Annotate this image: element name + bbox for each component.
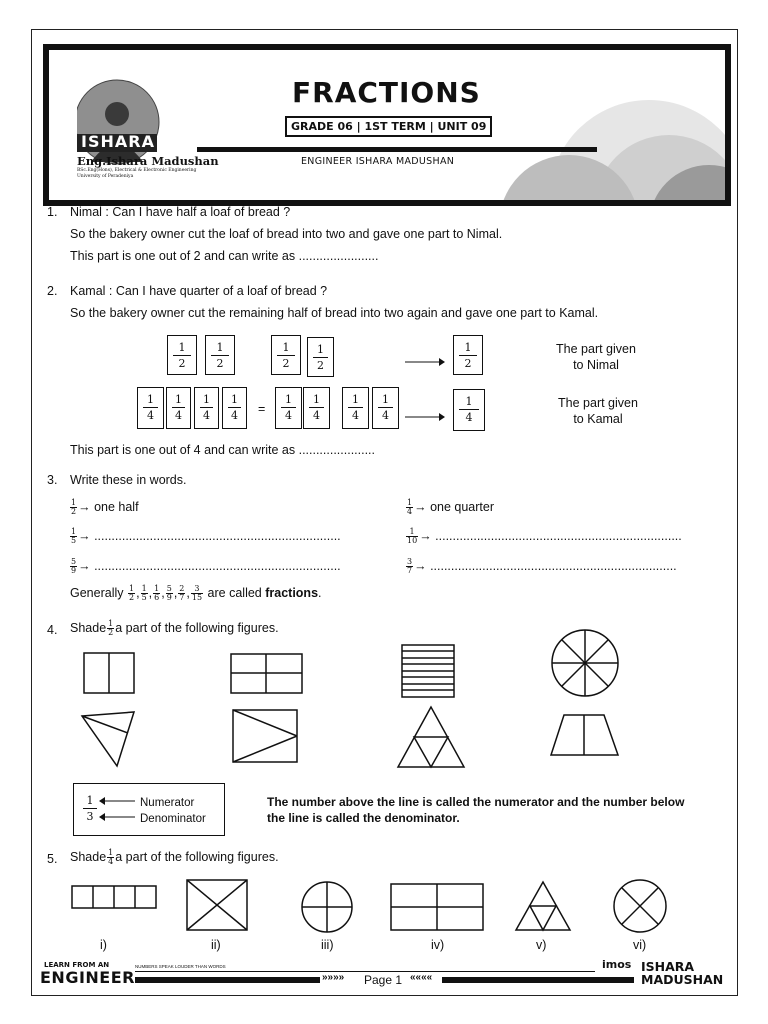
q1-line2: So the bakery owner cut the loaf of bread into two and gave one part to Nimal. <box>70 227 503 241</box>
page-title: FRACTIONS <box>292 76 481 109</box>
numerator-label: Numerator <box>140 797 195 809</box>
author-name: ENGINEER ISHARA MADUSHAN <box>301 156 455 167</box>
kamal-label-2: to Kamal <box>573 412 623 426</box>
figure-label-iii: iii) <box>321 938 334 952</box>
figure-label-vi: vi) <box>633 938 647 952</box>
quarter-box: 1 4 <box>222 387 247 429</box>
figure-label-i: i) <box>100 938 107 952</box>
footer-arrows-right: «««« <box>410 972 433 983</box>
legend-fraction: 1 3 <box>81 791 99 827</box>
nimal-label-1: The part given <box>556 342 636 356</box>
q4-title: Shade $\frac{1}{2}$ a part of the following figures. <box>70 619 279 638</box>
footer-name-2: MADUSHAN <box>641 972 724 987</box>
figure-circle-x <box>614 880 666 932</box>
quarter-box: 1 4 <box>372 387 399 429</box>
footer-tagline: NUMBERS SPEAK LOUDER THAN WORDS <box>135 964 226 969</box>
q3-item: $\frac{1}{2}$ → one half <box>71 498 139 517</box>
kamal-part-box: 1 4 <box>453 389 485 431</box>
q3-item: $\frac{5}{9}$ → ....................................................................... <box>71 557 341 576</box>
figure-rect-quarters <box>391 884 483 930</box>
quarter-box: 1 4 <box>137 387 164 429</box>
half-box: 1 2 <box>271 335 301 375</box>
figure-square-diagonals <box>187 880 247 930</box>
figure-circle-quarters <box>302 882 352 932</box>
q3-title: Write these in words. <box>70 473 187 487</box>
footer-brand-big: ENGINEER <box>40 968 135 987</box>
nimal-label-2: to Nimal <box>573 358 619 372</box>
footer-rule <box>135 971 595 972</box>
figure-label-iv: iv) <box>431 938 445 952</box>
half-box: 1 2 <box>167 335 197 375</box>
quarter-box: 1 4 <box>275 387 302 429</box>
grade-badge: GRADE 06 | 1ST TERM | UNIT 09 <box>285 116 492 137</box>
definition-line2: the line is called the denominator. <box>267 811 460 825</box>
footer-bar-left <box>135 977 320 983</box>
q2-line1: Kamal : Can I have quarter of a loaf of bread ? <box>70 284 328 298</box>
page-number: Page 1 <box>364 973 403 987</box>
logo-university: University of Peradeniya <box>77 174 134 179</box>
figure-label-ii: ii) <box>211 938 221 952</box>
q3-item: $\frac{1}{5}$ → ....................................................................... <box>71 527 341 546</box>
q2-line3: This part is one out of 4 and can write as ...................... <box>70 443 375 457</box>
equals-sign: = <box>258 402 266 416</box>
quarter-box: 1 4 <box>166 387 191 429</box>
q3-item: $\frac{1}{4}$ → one quarter <box>407 498 495 517</box>
footer-brand-small: LEARN FROM AN <box>44 961 110 969</box>
q1-number: 1. <box>47 205 58 219</box>
figure-label-v: v) <box>536 938 547 952</box>
half-box: 1 2 <box>205 335 235 375</box>
figure-strip-fourths <box>72 886 156 908</box>
logo-name: ISHARA <box>81 132 155 151</box>
footer-bar-right <box>442 977 634 983</box>
q3-number: 3. <box>47 473 58 487</box>
q3-general: Generally $\frac{1}{2}$ , $\frac{1}{5}$ , $\frac{1}{6}$ , $\frac{5}{9}$ , $\frac{2}{7}$ , $\frac{3}{15}$ are called fractions. <box>70 584 322 603</box>
definition-line1: The number above the line is called the numerator and the number below <box>267 795 685 809</box>
q2-line2: So the bakery owner cut the remaining half of bread into two again and gave one part to Kamal. <box>70 306 599 320</box>
quarter-box: 1 4 <box>342 387 369 429</box>
q5-number: 5. <box>47 852 58 866</box>
q1-line3: This part is one out of 2 and can write as ....................... <box>70 249 379 263</box>
quarter-box: 1 4 <box>194 387 219 429</box>
footer-arrows-left: »»»» <box>322 972 345 983</box>
denominator-label: Denominator <box>140 813 206 825</box>
q1-line1: Nimal : Can I have half a loaf of bread ? <box>70 205 291 219</box>
q5-title: Shade $\frac{1}{4}$ a part of the following figures. <box>70 848 279 867</box>
nimal-part-box: 1 2 <box>453 335 483 375</box>
q3-item: $\frac{3}{7}$ → ....................................................................... <box>407 557 677 576</box>
imos-logo: imos <box>602 958 632 971</box>
q4-number: 4. <box>47 623 58 637</box>
q2-number: 2. <box>47 284 58 298</box>
q3-item: $\frac{1}{10}$ → ....................................................................... <box>407 527 682 546</box>
quarter-box: 1 4 <box>303 387 330 429</box>
figure-triangle-fourths <box>516 882 570 930</box>
logo-degree: BSc.Eng(Hons), Electrical & Electronic Engineering <box>77 168 197 173</box>
half-box: 1 2 <box>307 337 334 377</box>
footer-name-1: ISHARA <box>641 959 695 974</box>
kamal-label-1: The part given <box>558 396 638 410</box>
logo-signature: Eng.Ishara Madushan <box>77 154 219 168</box>
